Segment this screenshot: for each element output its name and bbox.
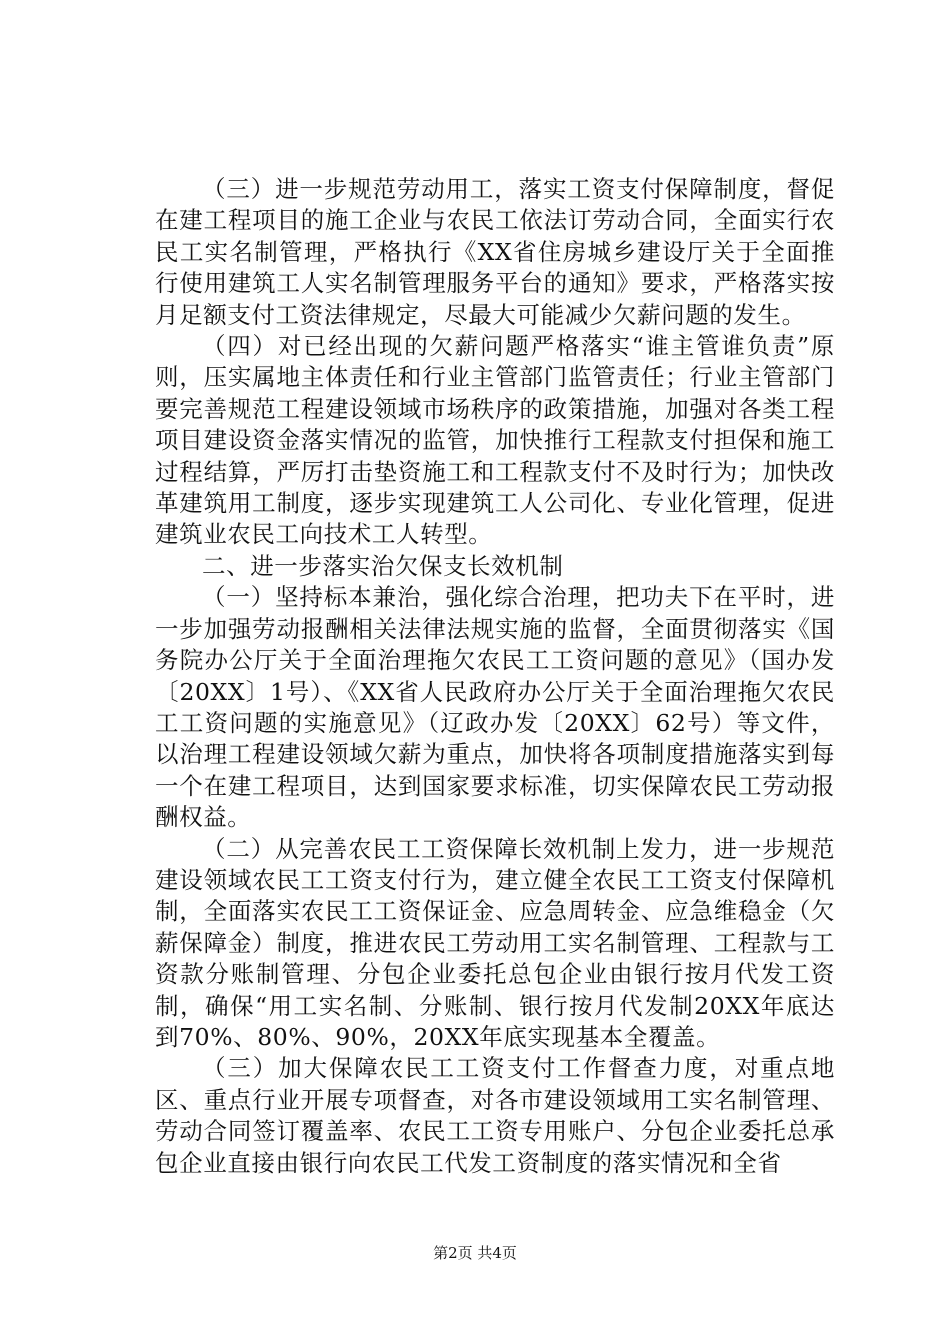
paragraph-2-2: （二）从完善农民工工资保障长效机制上发力，进一步规范建设领域农民工工资支付行为，建立健全农民工工资支付保障机制，全面落实农民工工资保证金、应急周转金、应急维稳金（欠薪保障金）制度，推进农民工劳动用工实名制管理、工程款与工资款分账制管理、分包企业委托总包企业由银行按月代发工资制，确保“用工实名制、分账制、银行按月代发制20XX年底达到70%、80%、90%，20XX年底实现基本全覆盖。 [155, 834, 835, 1051]
paragraph-2-1: （一）坚持标本兼治，强化综合治理，把功夫下在平时，进一步加强劳动报酬相关法律法规实施的监督，全面贯彻落实《国务院办公厅关于全面治理拖欠农民工工资问题的意见》（国办发〔20XX〕1号）、《XX省人民政府办公厅关于全面治理拖欠农民工工资问题的实施意见》（辽政办发〔20XX〕62号）等文件，以治理工程建设领域欠薪为重点，加快将各项制度措施落实到每一个在建工程项目，达到国家要求标准，切实保障农民工劳动报酬权益。 [155, 583, 835, 832]
paragraph-2-3: （三）加大保障农民工工资支付工作督查力度，对重点地区、重点行业开展专项督查，对各市建设领域用工实名制管理、劳动合同签订覆盖率、农民工工资专用账户、分包企业委托总承包企业直接由银行向农民工代发工资制度的落实情况和全省 [155, 1054, 835, 1177]
page-footer: 第2页 共4页 [433, 1244, 517, 1262]
paragraph-3: （三）进一步规范劳动用工，落实工资支付保障制度，督促在建工程项目的施工企业与农民工依法订劳动合同，全面实行农民工实名制管理，严格执行《XX省住房城乡建设厅关于全面推行使用建筑工人实名制管理服务平台的通知》要求，严格落实按月足额支付工资法律规定，尽最大可能减少欠薪问题的发生。 [155, 175, 835, 329]
section-heading-2: 二、进一步落实治欠保支长效机制 [202, 551, 564, 580]
document-body [155, 174, 835, 1179]
paragraph-4: （四）对已经出现的欠薪问题严格落实“谁主管谁负责”原则，压实属地主体责任和行业主管部门监管责任；行业主管部门要完善规范工程建设领域市场秩序的政策措施，加强对各类工程项目建设资金落实情况的监管，加快推行工程款支付担保和施工过程结算，严厉打击垫资施工和工程款支付不及时行为；加快改革建筑用工制度，逐步实现建筑工人公司化、专业化管理，促进建筑业农民工向技术工人转型。 [155, 332, 835, 549]
